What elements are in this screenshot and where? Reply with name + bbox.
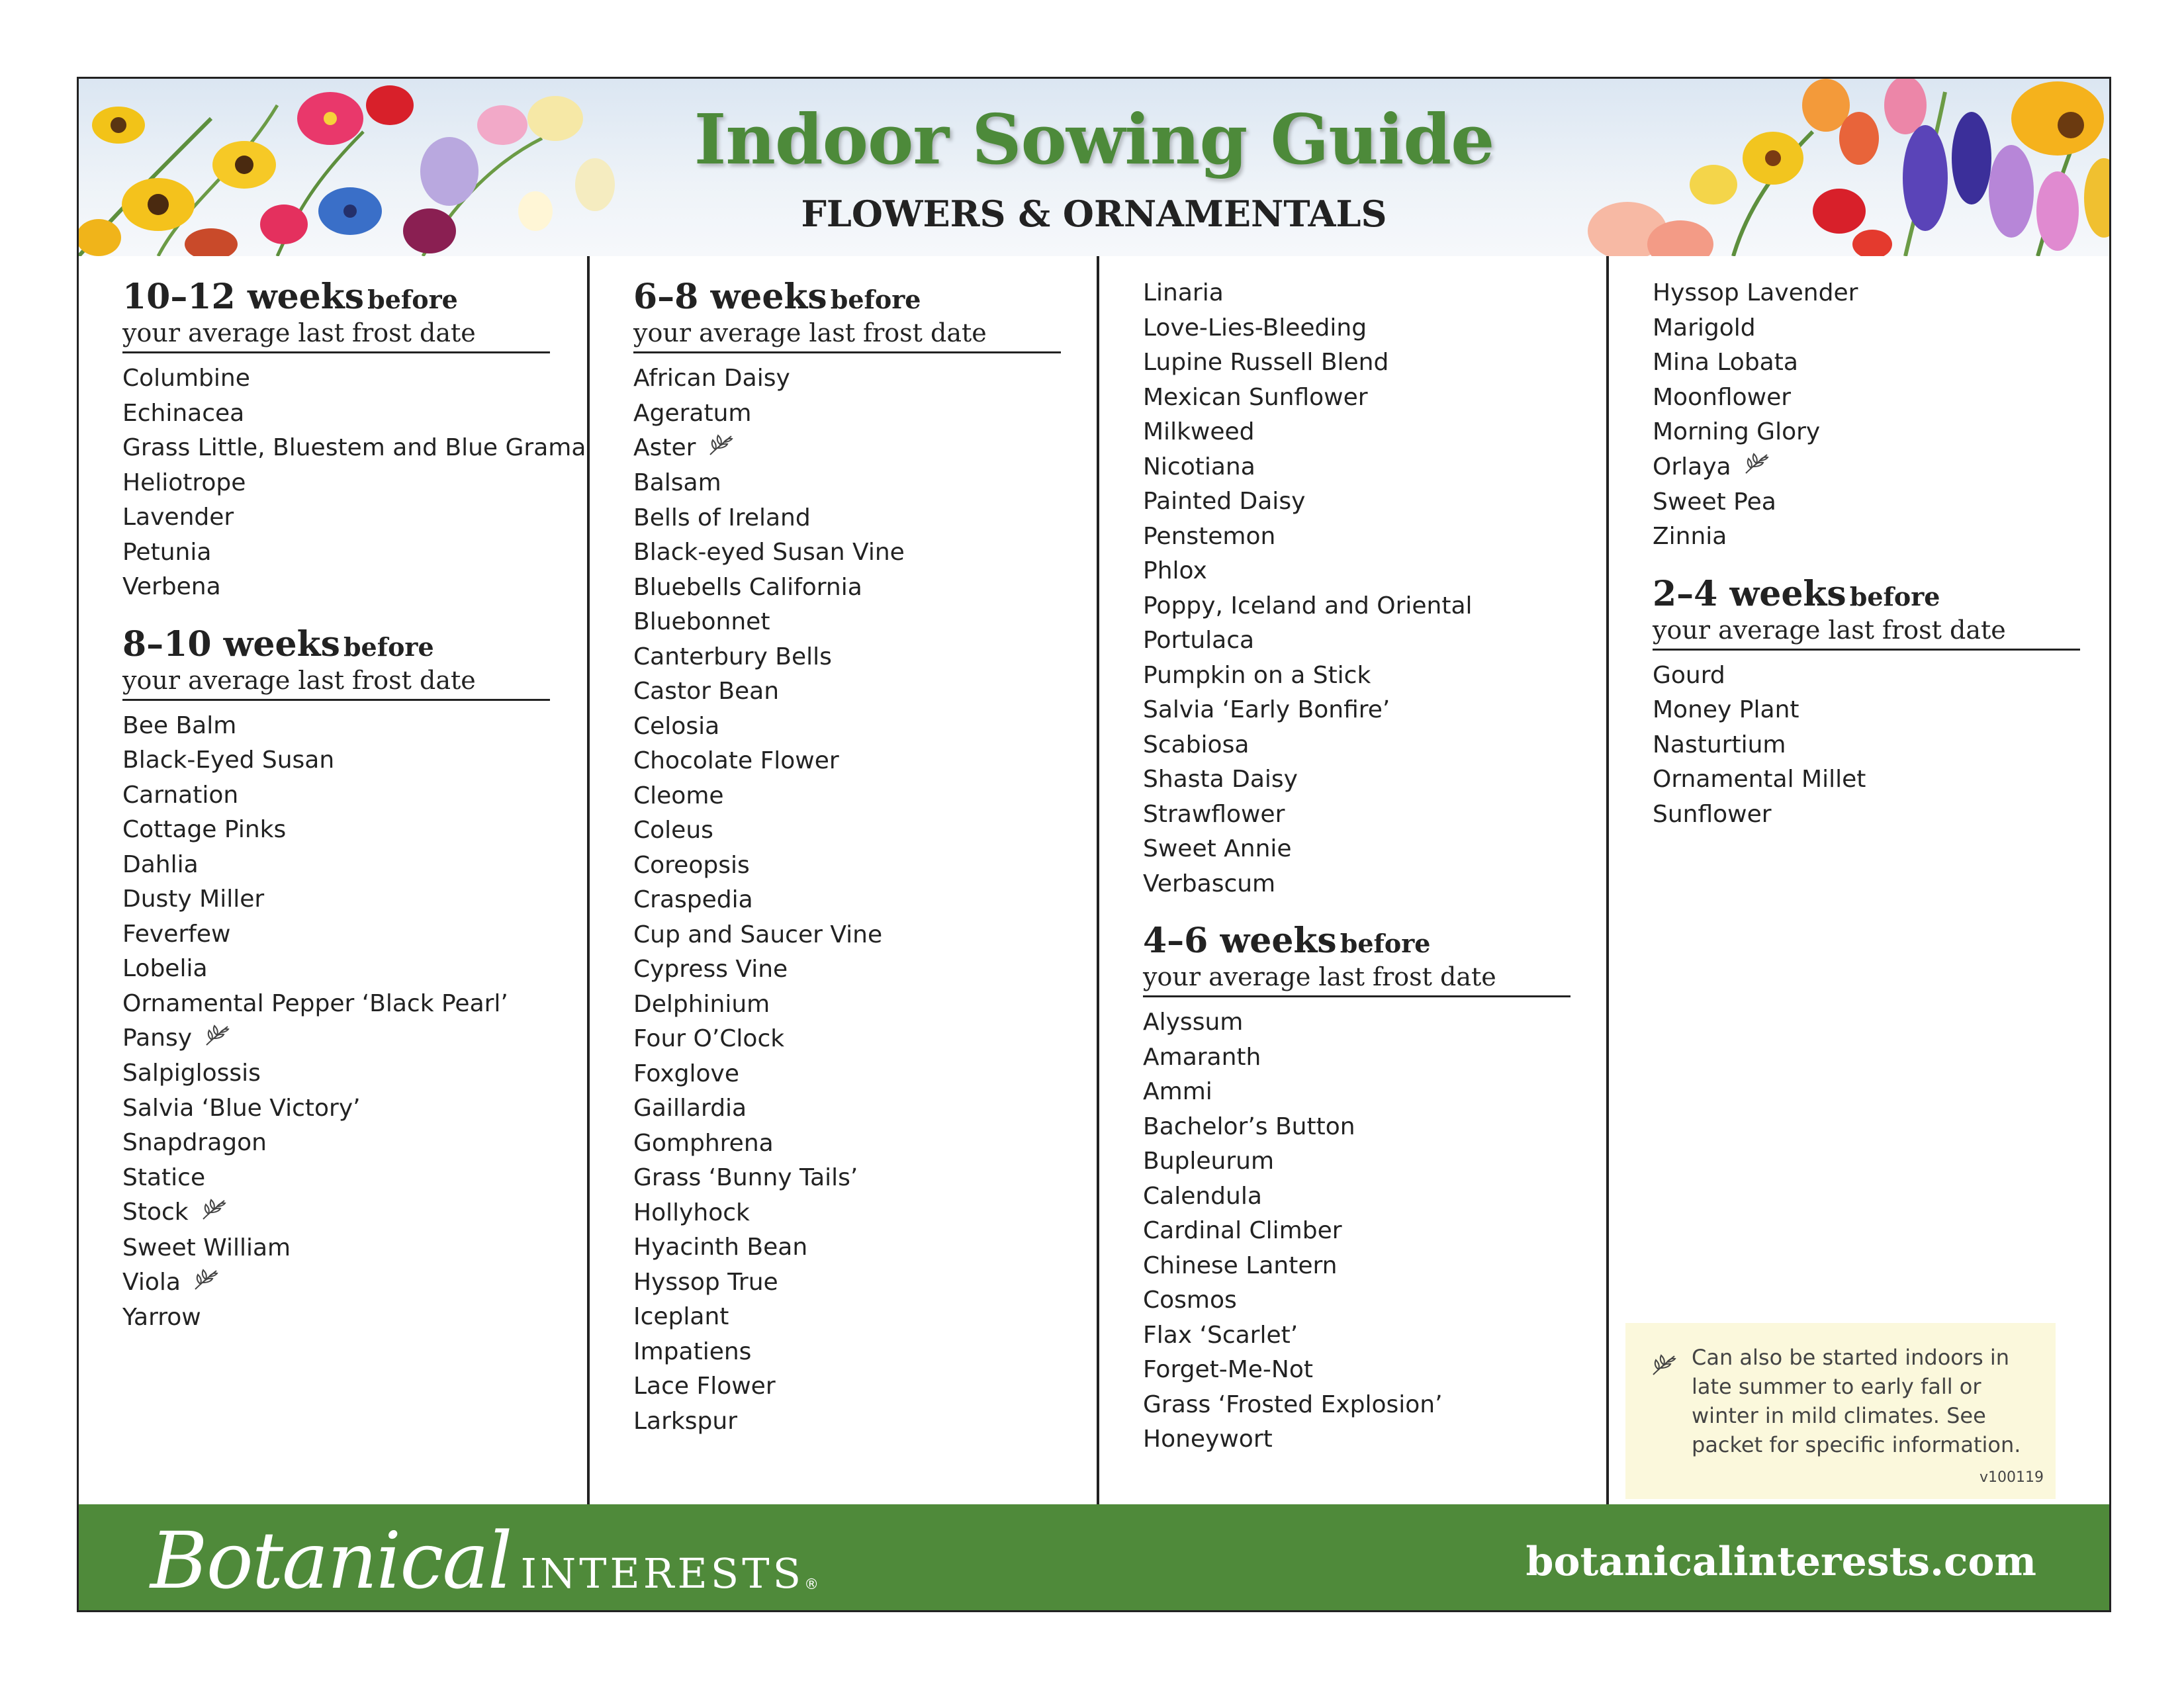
section-heading (633, 276, 1061, 353)
section-4-6-weeks-continued (1653, 276, 2111, 555)
before-word: before (343, 631, 434, 662)
plant-name: Sweet Pea (1653, 488, 1776, 516)
column-1 (79, 256, 587, 1504)
plant-name: Black-eyed Susan Vine (633, 539, 905, 567)
plant-name: Morning Glory (1653, 418, 1821, 445)
plant-name: Dahlia (122, 850, 199, 878)
plant-name: Alyssum (1143, 1009, 1244, 1036)
plant-name: Flax ‘Scarlet’ (1143, 1321, 1298, 1349)
plant-name: Milkweed (1143, 418, 1255, 445)
plant-name: Honeywort (1143, 1426, 1273, 1453)
registered-mark: ® (804, 1576, 819, 1593)
plant-name: African Daisy (633, 365, 790, 392)
plant-name: Gourd (1653, 661, 1725, 689)
plant-item (1143, 762, 1606, 797)
page-title: Indoor Sowing Guide (694, 99, 1494, 180)
leaf-sprig-icon (707, 432, 734, 467)
plant-item (1143, 728, 1606, 763)
plant-name: Gaillardia (633, 1095, 747, 1122)
plant-item (122, 848, 587, 883)
plant-item (122, 570, 587, 605)
plant-name: Mexican Sunflower (1143, 383, 1368, 411)
section-heading (1653, 573, 2080, 651)
plant-item (1143, 450, 1606, 485)
brand-logo (150, 1515, 819, 1606)
plant-name: Lace Flower (633, 1373, 776, 1400)
plant-name: Stock (122, 1199, 189, 1226)
plant-name: Grass ‘Frosted Explosion’ (1143, 1390, 1443, 1418)
plant-name: Salvia ‘Blue Victory’ (122, 1094, 361, 1122)
frost-caption: your average last frost date (1653, 615, 2006, 645)
plant-item (633, 813, 1097, 848)
plant-name: Bells of Ireland (633, 504, 811, 531)
plant-name: Four O’Clock (633, 1025, 785, 1053)
plant-item (1143, 520, 1606, 555)
plant-item (122, 952, 587, 987)
header-banner (79, 79, 2109, 256)
plant-name: Pumpkin on a Stick (1143, 661, 1371, 689)
plant-name: Grass Little, Bluestem and Blue Grama (122, 434, 586, 461)
plant-name: Lavender (122, 504, 234, 531)
plant-item (122, 1265, 587, 1300)
plant-name: Echinacea (122, 399, 245, 427)
plant-name: Cottage Pinks (122, 816, 287, 843)
plant-item (633, 1091, 1097, 1126)
plant-item (122, 500, 587, 535)
plant-name: Castor Bean (633, 678, 780, 705)
section-4-6-weeks (1143, 920, 1606, 1457)
website-link[interactable]: botanicalinterests.com (1525, 1539, 2036, 1585)
plant-name: Columbine (122, 365, 250, 392)
plant-item (633, 640, 1097, 675)
plant-name: Lobelia (122, 955, 208, 982)
plant-item (122, 396, 587, 432)
plant-item (1653, 659, 2111, 694)
weeks-range: 10–12 weeks (122, 277, 365, 317)
plant-name: Bachelor’s Button (1143, 1113, 1355, 1140)
brand-script: Botanical (150, 1515, 512, 1606)
plant-name: Gomphrena (633, 1129, 774, 1157)
plant-item (1143, 1144, 1606, 1179)
plant-item (1143, 1388, 1606, 1423)
before-word: before (830, 285, 921, 314)
version-code: v100119 (1979, 1469, 2044, 1486)
plant-name: Ornamental Millet (1653, 766, 1866, 794)
plant-item (1143, 1283, 1606, 1318)
plant-list (1143, 1005, 1606, 1457)
plant-item (633, 1126, 1097, 1161)
plant-name: Cosmos (1143, 1287, 1237, 1314)
weeks-range: 2–4 weeks (1653, 573, 1846, 614)
plant-name: Coleus (633, 817, 713, 844)
section-6-8-weeks (633, 276, 1097, 1439)
plant-name: Amaranth (1143, 1043, 1261, 1071)
plant-list (633, 361, 1097, 1439)
plant-name: Viola (122, 1269, 181, 1296)
plant-item (122, 778, 587, 813)
plant-item (633, 1335, 1097, 1370)
section-heading (1143, 920, 1570, 997)
frost-caption: your average last frost date (122, 318, 476, 347)
plant-item (1143, 1422, 1606, 1457)
plant-name: Cup and Saucer Vine (633, 921, 883, 948)
plant-name: Hyssop Lavender (1653, 279, 1858, 306)
plant-name: Sweet William (122, 1234, 291, 1261)
section-heading (122, 276, 550, 353)
plant-item (1143, 415, 1606, 450)
plant-item (633, 1022, 1097, 1057)
plant-item (1653, 276, 2111, 311)
plant-list (1653, 659, 2111, 833)
plant-name: Phlox (1143, 557, 1207, 584)
plant-item (633, 361, 1097, 396)
plant-name: Strawflower (1143, 800, 1285, 828)
plant-item (1653, 520, 2111, 555)
plant-name: Calendula (1143, 1182, 1262, 1210)
plant-item (122, 1091, 587, 1126)
plant-item (1143, 311, 1606, 346)
plant-name: Coreopsis (633, 851, 750, 879)
plant-name: Verbena (122, 573, 221, 600)
plant-item (1143, 381, 1606, 416)
plant-item (1143, 867, 1606, 902)
plant-item (1653, 762, 2111, 797)
plant-item (122, 431, 587, 466)
plant-name: Statice (122, 1163, 206, 1191)
plant-item (633, 1196, 1097, 1231)
plant-name: Petunia (122, 538, 212, 566)
plant-name: Bluebells California (633, 573, 862, 601)
plant-name: Larkspur (633, 1407, 737, 1435)
plant-item (633, 918, 1097, 953)
plant-item (1143, 623, 1606, 659)
plant-item (633, 1300, 1097, 1335)
plant-name: Money Plant (1653, 696, 1799, 724)
plant-item (122, 743, 587, 778)
plant-item (122, 361, 587, 396)
plant-item (1653, 485, 2111, 520)
plant-name: Iceplant (633, 1303, 729, 1331)
column-2 (587, 256, 1097, 1504)
plant-name: Sunflower (1653, 800, 1772, 828)
plant-item (122, 1300, 587, 1336)
guide-sheet (77, 77, 2111, 1612)
plant-item (122, 1161, 587, 1196)
leaf-sprig-icon (201, 1196, 227, 1231)
plant-item (122, 1056, 587, 1091)
plant-item (1143, 276, 1606, 311)
plant-item (122, 987, 587, 1022)
plant-name: Penstemon (1143, 522, 1276, 550)
plant-name: Scabiosa (1143, 731, 1250, 758)
plant-name: Marigold (1653, 314, 1756, 341)
plant-item (633, 779, 1097, 814)
plant-item (633, 744, 1097, 779)
plant-item (633, 1057, 1097, 1092)
plant-item (1143, 1040, 1606, 1075)
plant-name: Cleome (633, 782, 724, 809)
plant-name: Pansy (122, 1024, 193, 1052)
weeks-range: 6–8 weeks (633, 277, 827, 317)
plant-name: Aster (633, 434, 696, 461)
leaf-sprig-icon (193, 1266, 219, 1301)
plant-item (1143, 1110, 1606, 1145)
plant-item (122, 466, 587, 501)
plant-item (633, 605, 1097, 640)
plant-item (633, 570, 1097, 606)
plant-item (1653, 311, 2111, 346)
plant-item (633, 1161, 1097, 1196)
plant-name: Chinese Lantern (1143, 1251, 1338, 1279)
plant-name: Carnation (122, 781, 239, 809)
leaf-sprig-icon (1651, 1353, 1677, 1379)
section-8-10-weeks (122, 623, 587, 1336)
plant-name: Salpiglossis (122, 1060, 261, 1087)
plant-name: Yarrow (122, 1304, 201, 1332)
plant-item (122, 1231, 587, 1266)
plant-item (1143, 554, 1606, 589)
frost-caption: your average last frost date (1143, 962, 1496, 991)
plant-item (633, 883, 1097, 918)
plant-name: Mina Lobata (1653, 349, 1798, 376)
plant-item (122, 917, 587, 952)
plant-name: Black-Eyed Susan (122, 747, 335, 774)
plant-name: Salvia ‘Early Bonfire’ (1143, 696, 1390, 723)
plant-item (1653, 345, 2111, 381)
plant-item (1143, 484, 1606, 520)
plant-name: Foxglove (633, 1060, 739, 1087)
plant-name: Nasturtium (1653, 731, 1786, 758)
plant-name: Ageratum (633, 399, 752, 427)
plant-name: Sweet Annie (1143, 835, 1292, 862)
plant-name: Balsam (633, 469, 721, 497)
plant-item (633, 952, 1097, 987)
plant-name: Painted Daisy (1143, 488, 1306, 515)
plant-item (1143, 1179, 1606, 1214)
weeks-range: 8–10 weeks (122, 623, 340, 664)
plant-name: Poppy, Iceland and Oriental (1143, 592, 1473, 619)
weeks-range: 4–6 weeks (1143, 921, 1337, 961)
plant-name: Hollyhock (633, 1199, 750, 1226)
plant-item (633, 1404, 1097, 1439)
plant-name: Lupine Russell Blend (1143, 349, 1389, 376)
plant-name: Bupleurum (1143, 1148, 1275, 1175)
section-2-4-weeks (1653, 573, 2111, 833)
plant-item (633, 709, 1097, 745)
plant-name: Craspedia (633, 886, 753, 914)
footer-bar (79, 1504, 2109, 1610)
plant-item (122, 1021, 587, 1056)
plant-item (633, 1230, 1097, 1265)
plant-name: Shasta Daisy (1143, 766, 1298, 793)
plant-item (1653, 450, 2111, 485)
plant-item (1143, 1005, 1606, 1040)
plant-item (1143, 345, 1606, 381)
plant-item (633, 674, 1097, 709)
plant-list (1653, 276, 2111, 555)
footnote-box (1625, 1323, 2056, 1499)
plant-name: Feverfew (122, 920, 231, 948)
plant-item (1653, 381, 2111, 416)
plant-name: Cardinal Climber (1143, 1217, 1342, 1244)
plant-name: Bluebonnet (633, 608, 770, 636)
plant-name: Ammi (1143, 1078, 1212, 1105)
plant-item (633, 431, 1097, 466)
plant-item (1143, 832, 1606, 867)
plant-name: Ornamental Pepper ‘Black Pearl’ (122, 989, 508, 1017)
plant-name: Love-Lies-Bleeding (1143, 314, 1367, 341)
plant-item (1143, 1075, 1606, 1110)
plant-name: Hyacinth Bean (633, 1234, 808, 1261)
plant-name: Zinnia (1653, 523, 1727, 551)
plant-name: Dusty Miller (122, 886, 265, 913)
plant-item (122, 1126, 587, 1161)
plant-name: Linaria (1143, 279, 1224, 306)
before-word: before (1849, 581, 1940, 612)
plant-item (122, 882, 587, 917)
plant-name: Delphinium (633, 990, 770, 1018)
plant-item (633, 848, 1097, 884)
plant-name: Bee Balm (122, 711, 237, 739)
plant-name: Chocolate Flower (633, 747, 839, 775)
plant-name: Nicotiana (1143, 453, 1255, 480)
plant-list (1143, 276, 1606, 901)
plant-item (633, 501, 1097, 536)
plant-name: Cypress Vine (633, 956, 788, 983)
plant-item (1653, 415, 2111, 450)
plant-item (1143, 589, 1606, 624)
plant-item (1653, 728, 2111, 763)
plant-name: Celosia (633, 712, 720, 740)
plant-item (1143, 1214, 1606, 1249)
plant-name: Hyssop True (633, 1268, 778, 1296)
plant-name: Impatiens (633, 1338, 752, 1365)
before-word: before (367, 285, 458, 314)
section-10-12-weeks (122, 276, 587, 605)
plant-name: Verbascum (1143, 870, 1276, 897)
plant-name: Canterbury Bells (633, 643, 832, 670)
column-3 (1097, 256, 1606, 1504)
plant-item (1143, 1353, 1606, 1388)
plant-name: Snapdragon (122, 1129, 267, 1157)
plant-item (1143, 659, 1606, 694)
before-word: before (1340, 929, 1431, 958)
plant-list (122, 361, 587, 605)
plant-item (1143, 1318, 1606, 1353)
plant-item (1653, 797, 2111, 833)
plant-list (122, 709, 587, 1336)
leaf-sprig-icon (204, 1022, 230, 1057)
plant-item (1143, 693, 1606, 728)
frost-caption: your average last frost date (633, 318, 987, 347)
plant-name: Heliotrope (122, 469, 246, 496)
frost-caption: your average last frost date (122, 665, 476, 695)
plant-item (633, 1265, 1097, 1300)
column-4 (1606, 256, 2111, 1504)
plant-item (633, 535, 1097, 570)
plant-item (122, 535, 587, 570)
plant-item (122, 813, 587, 848)
plant-item (633, 466, 1097, 501)
plant-item (122, 1195, 587, 1230)
footnote-text: Can also be started indoors in late summer to early fall or winter in mild climates. See packet for specific information. (1692, 1345, 2021, 1457)
plant-name: Portulaca (1143, 627, 1255, 654)
leaf-sprig-icon (1743, 450, 1770, 485)
section-6-8-weeks-continued (1143, 276, 1606, 901)
section-heading (122, 623, 550, 701)
plant-item (1143, 797, 1606, 833)
plant-item (1143, 1249, 1606, 1284)
plant-name: Orlaya (1653, 453, 1731, 480)
plant-name: Forget-Me-Not (1143, 1356, 1313, 1383)
plant-item (633, 396, 1097, 432)
plant-item (122, 709, 587, 744)
plant-name: Grass ‘Bunny Tails’ (633, 1164, 858, 1192)
plant-name: Moonflower (1653, 383, 1792, 411)
plant-item (633, 1369, 1097, 1404)
brand-word: INTERESTS (520, 1549, 805, 1598)
plant-item (1653, 693, 2111, 728)
plant-item (633, 987, 1097, 1023)
page-subtitle: FLOWERS & ORNAMENTALS (801, 193, 1387, 235)
